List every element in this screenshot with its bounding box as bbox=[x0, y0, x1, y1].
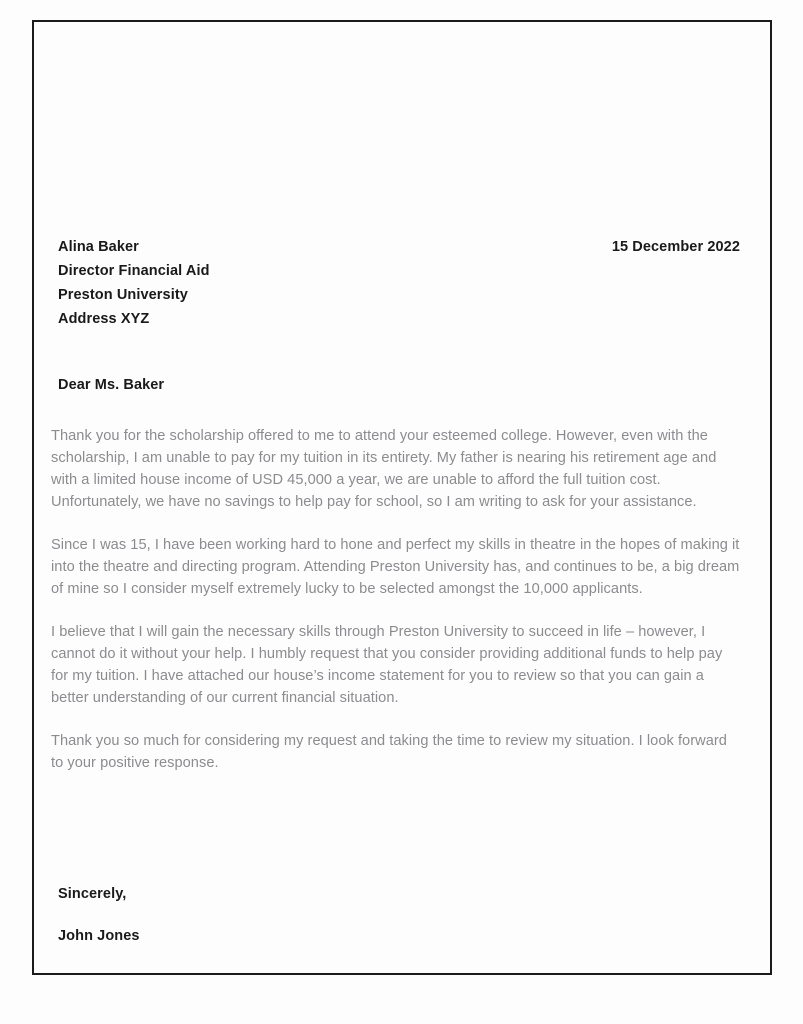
recipient-organization: Preston University bbox=[58, 287, 188, 303]
recipient-title: Director Financial Aid bbox=[58, 263, 210, 279]
signoff-block bbox=[58, 882, 140, 948]
letter-body-text bbox=[51, 425, 741, 774]
letter-header bbox=[51, 235, 741, 331]
letter-content bbox=[51, 22, 741, 973]
signoff-name: John Jones bbox=[58, 928, 140, 944]
letter-date: 15 December 2022 bbox=[611, 239, 740, 255]
recipient-name: Alina Baker bbox=[58, 239, 139, 255]
signoff-closing: Sincerely, bbox=[58, 886, 127, 902]
paragraph: Thank you for the scholarship offered to me to attend your esteemed college. However, even with the scholarship, I am unable to pay for my tuition in its entirety. My father is nearing his retirement age and with a limited house income of USD 45,000 a year, we are unable to afford the full tuition cost. Unfortunately, we have no savings to help pay for school, so I am writing to ask for your assistance. bbox=[51, 428, 717, 510]
recipient-address: Address XYZ bbox=[58, 311, 150, 327]
paragraph: Thank you so much for considering my request and taking the time to review my situation. I look forward to your positive response. bbox=[51, 733, 727, 771]
letter-frame bbox=[32, 20, 772, 975]
paragraph: Since I was 15, I have been working hard to hone and perfect my skills in theatre in the hopes of making it into the theatre and directing program. Attending Preston University has, and continues to be, a big dream of mine so I consider myself extremely lucky to be selected amongst the 10,000 applicants. bbox=[51, 537, 740, 597]
paragraph: I believe that I will gain the necessary skills through Preston University to succeed in life – however, I cannot do it without your help. I humbly request that you consider providing additional funds to help pay for my tuition. I have attached our house’s income statement for you to review so that you can gain a better understanding of our current financial situation. bbox=[51, 624, 723, 706]
recipient-address-block bbox=[51, 235, 210, 331]
salutation: Dear Ms. Baker bbox=[58, 377, 165, 393]
